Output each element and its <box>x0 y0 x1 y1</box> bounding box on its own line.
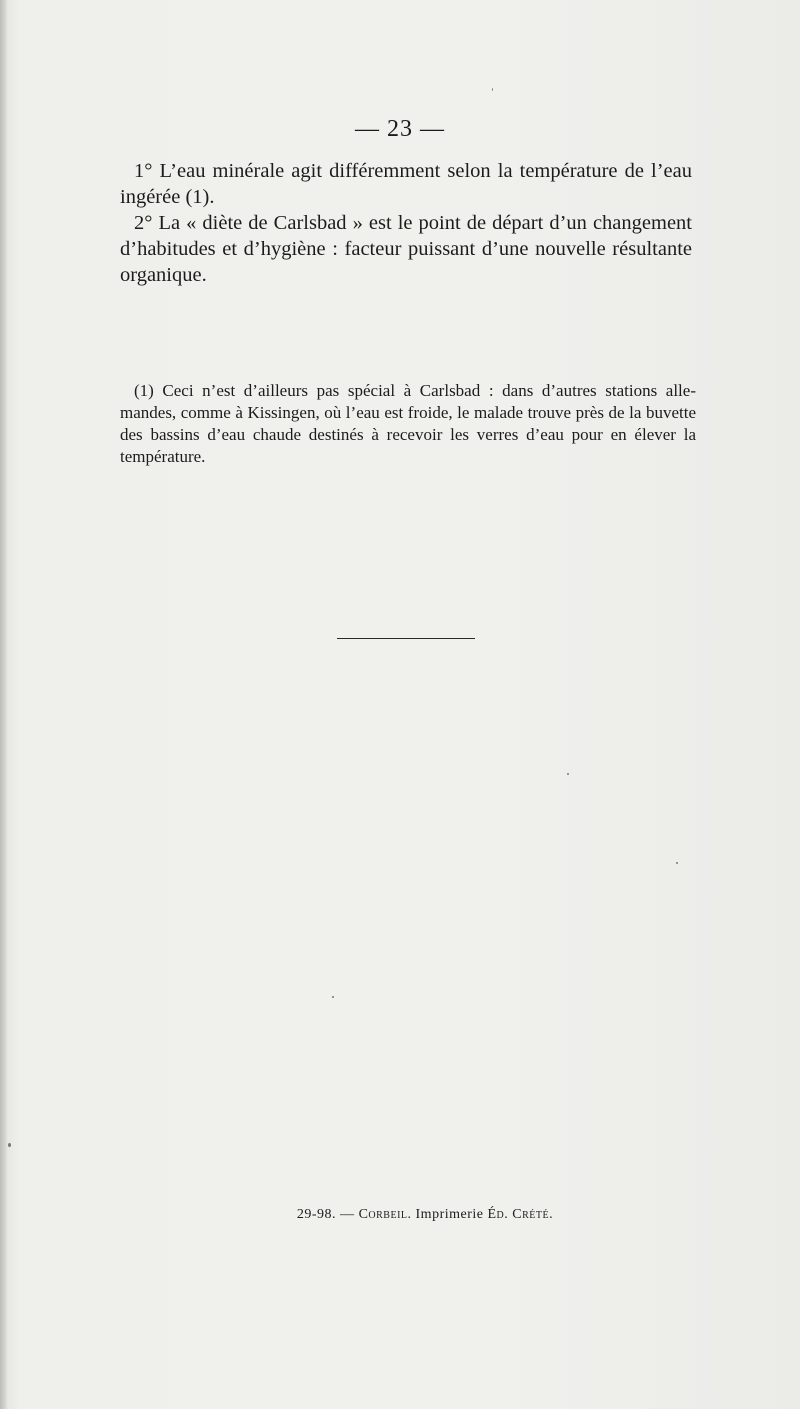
page-number: — 23 — <box>355 116 445 142</box>
imprint-place: Corbeil. <box>358 1207 412 1222</box>
paper-speck <box>567 773 569 775</box>
paper-speck <box>8 1143 11 1147</box>
paper-speck <box>676 862 678 864</box>
paper-speck <box>492 88 493 91</box>
imprint-printer: Imprimerie <box>415 1207 484 1222</box>
end-rule <box>337 638 475 639</box>
body-text <box>120 158 692 288</box>
imprint-code: 29-98. — <box>296 1207 355 1222</box>
paper-speck <box>332 996 334 998</box>
footnote <box>120 380 696 468</box>
printer-imprint <box>0 1207 800 1223</box>
binding-edge-shadow <box>0 0 8 1409</box>
paragraph-1: 1° L’eau minérale agit différemment selon la température de l’eau ingérée (1). <box>120 160 692 208</box>
imprint-name: Éd. Crété. <box>487 1207 554 1222</box>
footnote-text: (1) Ceci n’est d’ailleurs pas spécial à Carlsbad : dans d’autres stations alle-mandes, comme à Kissingen, où l’eau est froide, le malade trouve près de la buvette des bassins d’eau chaude destinés à recevoir les verres d’eau pour en élever la température. <box>120 381 696 466</box>
paragraph-2: 2° La « diète de Carlsbad » est le point de départ d’un changement d’habitudes et d’hygiène : facteur puissant d’une nouvelle résultante organique. <box>120 212 692 286</box>
